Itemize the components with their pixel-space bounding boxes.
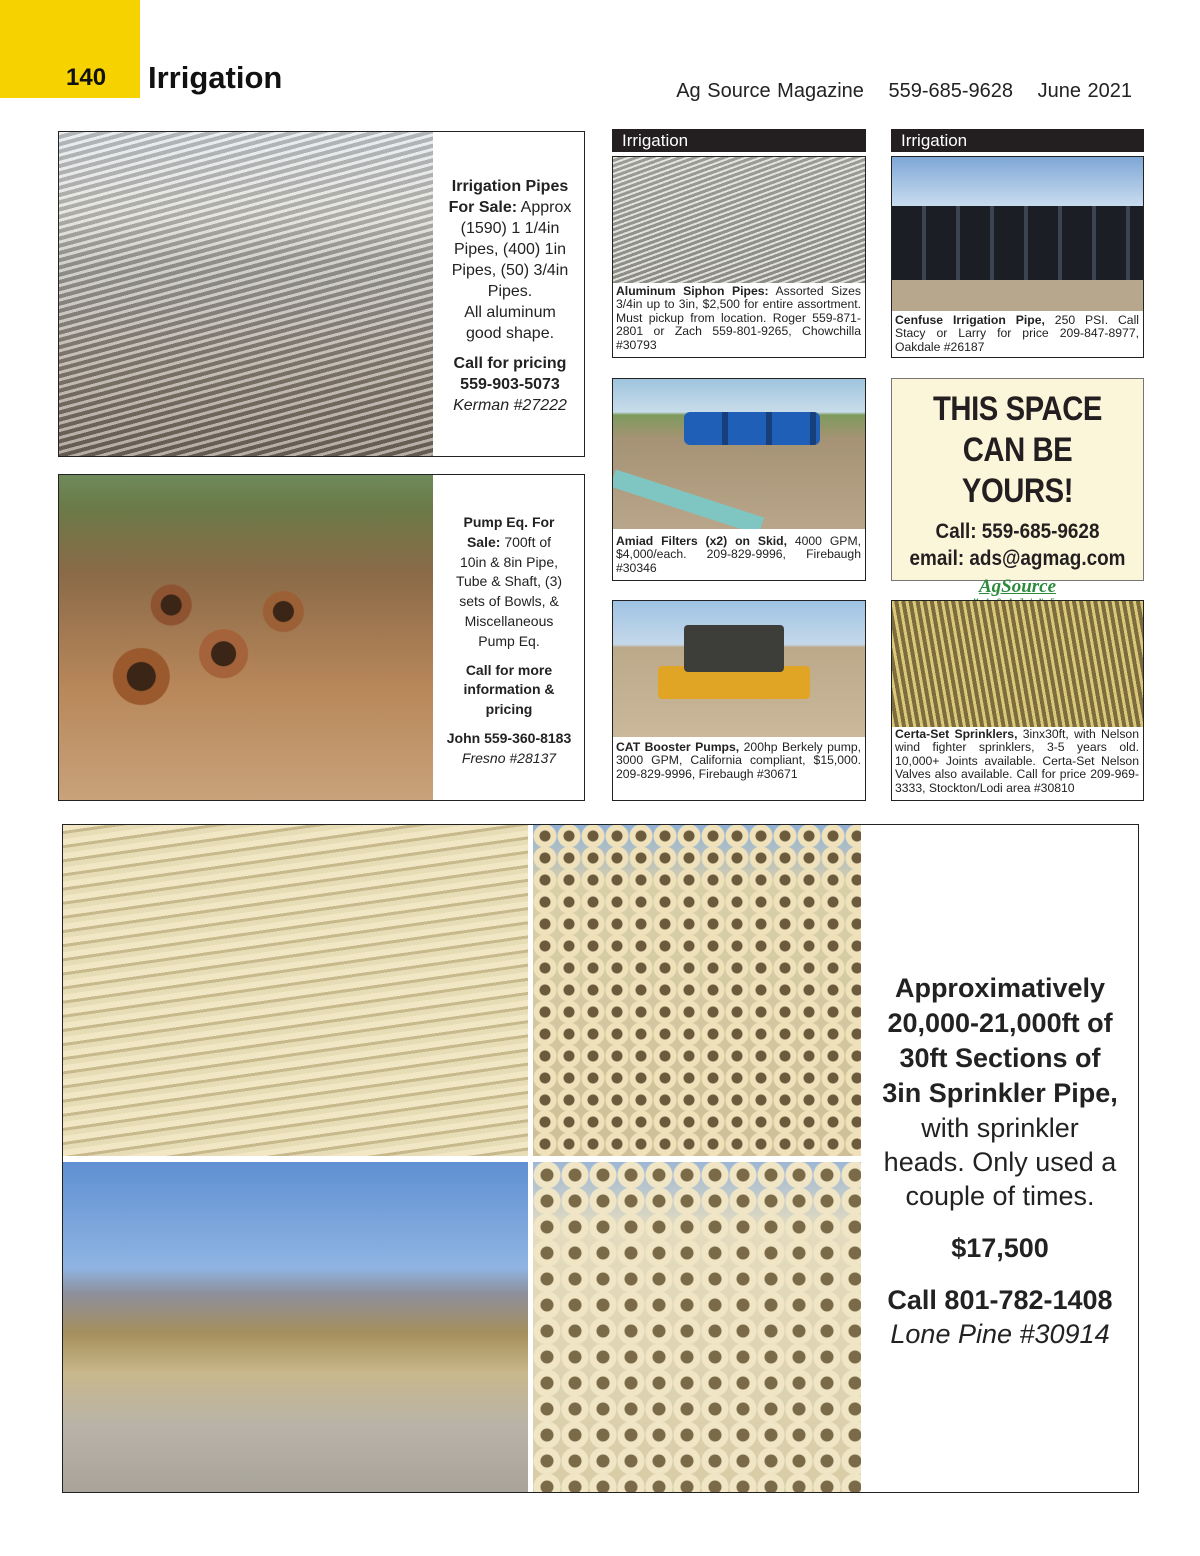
ad-body: All aluminum: [464, 304, 556, 321]
pipe-stack-photo-2: [533, 825, 861, 1156]
ad-body: Pipes, (50) 3/4in: [451, 262, 569, 279]
classified-text: [895, 314, 1139, 354]
pipe-pile-photo-3: [63, 1162, 528, 1492]
classified-amiad-filters: [612, 378, 866, 581]
big-ad-price: $17,500: [951, 1233, 1049, 1263]
big-ad-headline: 30ft Sections of: [899, 1043, 1101, 1073]
classified-body: 200hp Berkely pump, 3000 GPM, California compliant, $15,000. 209-829-9996, Firebaugh #30671: [616, 740, 862, 781]
classified-certa-set-sprinklers: [891, 600, 1144, 801]
ad-body: good shape.: [465, 325, 555, 342]
ad-cta: information &: [463, 681, 555, 698]
advertise-promo: [891, 378, 1144, 597]
big-ad-body: couple of times.: [905, 1181, 1095, 1211]
section-title: Irrigation: [148, 60, 283, 95]
promo-phone: Call: 559-685-9628: [935, 520, 1100, 543]
ad-phone: 559-903-5073: [460, 376, 560, 393]
ad-body: Pump Eq.: [478, 632, 540, 649]
ad-irrigation-pipes-text: [437, 176, 583, 416]
ad-pump-text: [435, 513, 583, 769]
masthead: [676, 80, 1132, 103]
column-header-right: Irrigation: [891, 129, 1144, 152]
classified-cenfuse-pipe: [891, 156, 1144, 358]
big-ad-headline: 20,000-21,000ft of: [887, 1008, 1113, 1038]
ad-body: Tube & Shaft, (3): [455, 573, 563, 590]
pipe-stack-photo-4: [533, 1162, 861, 1492]
big-ad-location: Lone Pine #30914: [890, 1319, 1110, 1349]
classified-text: [616, 535, 861, 575]
promo-headline: CAN BE YOURS!: [961, 431, 1074, 510]
classified-siphon-pipes: [612, 156, 866, 358]
classified-title: Amiad Filters (x2) on Skid,: [616, 534, 787, 548]
ad-title-2: For Sale:: [448, 199, 518, 216]
pipe-stack-photo-1: [63, 825, 528, 1156]
rusty-pipes-photo: [59, 475, 433, 800]
ad-body: Pipes.: [487, 283, 533, 300]
logo-text: AgSource: [978, 576, 1057, 597]
big-ad-headline: Approximatively: [894, 973, 1106, 1003]
promo-email[interactable]: email: ads@agmag.com: [909, 547, 1126, 570]
page-number-tab: [0, 0, 140, 98]
big-ad-body: heads. Only used a: [883, 1147, 1117, 1177]
classified-body: 4000 GPM, $4,000/each. 209-829-9996, Firebaugh #30346: [616, 534, 861, 575]
ad-body: Approx: [520, 199, 572, 216]
big-ad-body: with sprinkler: [921, 1113, 1079, 1143]
ad-cta: pricing: [485, 701, 533, 718]
classified-title: CAT Booster Pumps,: [616, 740, 740, 754]
classified-text: [616, 285, 861, 352]
promo-headline: THIS SPACE: [932, 390, 1102, 428]
classified-body: Assorted Sizes 3/4in up to 3in, $2,500 for entire assortment. Must pickup from location. Roger 559-871-2801 or Zach 559-801-9265, Chowchilla #30793: [616, 284, 861, 352]
big-ad-phone: Call 801-782-1408: [887, 1285, 1113, 1315]
filters-photo: [613, 379, 865, 529]
ad-cta: Call for more: [465, 661, 553, 678]
ad-body: (1590) 1 1/4in: [460, 220, 560, 237]
sprinklers-photo: [892, 601, 1143, 727]
ad-contact: John 559-360-8183: [446, 729, 572, 746]
ad-body: Pipes, (400) 1in: [453, 241, 567, 258]
ad-title: Irrigation Pipes: [451, 178, 569, 195]
siphon-pipes-photo: [613, 157, 865, 283]
magazine-name: Ag Source Magazine: [676, 80, 864, 102]
magazine-phone: 559-685-9628: [888, 80, 1014, 102]
ad-title: Pump Eq. For: [463, 514, 555, 530]
big-ad-headline: 3in Sprinkler Pipe,: [882, 1078, 1118, 1108]
classified-title: Cenfuse Irrigation Pipe,: [895, 313, 1045, 327]
classified-body: 250 PSI. Call Stacy or Larry for price 209-847-8977, Oakdale #26187: [895, 313, 1139, 354]
classified-title: Certa-Set Sprinklers,: [895, 727, 1018, 741]
ad-sprinkler-pipe-text: [865, 971, 1135, 1351]
ad-pump-equipment: [58, 474, 585, 801]
classified-cat-booster-pumps: [612, 600, 866, 801]
ad-irrigation-pipes: [58, 131, 585, 457]
column-header-left: Irrigation: [612, 129, 866, 152]
ad-title-2: Sale:: [466, 533, 501, 550]
ad-body: sets of Bowls, &: [459, 593, 559, 610]
ad-sprinkler-pipe: [62, 824, 1139, 1493]
classified-title: Aluminum Siphon Pipes:: [616, 284, 769, 298]
ad-body: Miscellaneous: [464, 612, 554, 629]
classified-text: [895, 728, 1139, 795]
ad-location: Kerman #27222: [453, 397, 567, 414]
ad-location: Fresno #28137: [461, 749, 557, 766]
pipe-trailer-photo: [59, 132, 433, 456]
ad-cta: Call for pricing: [453, 355, 567, 372]
ad-body: 700ft of: [504, 533, 552, 550]
page-number: 140: [66, 64, 107, 91]
issue-date: June 2021: [1037, 80, 1132, 102]
classified-body: 3inx30ft, with Nelson wind fighter sprinklers, 3-5 years old. 10,000+ Joints available. Certa-Set Nelson Valves also available. Call for price 209-969-3333, Stockton/Lodi area #30810: [895, 727, 1139, 795]
pipe-coils-photo: [892, 157, 1143, 311]
classified-text: [616, 741, 861, 781]
booster-pump-photo: [613, 601, 865, 737]
ad-body: 10in & 8in Pipe,: [459, 553, 559, 570]
